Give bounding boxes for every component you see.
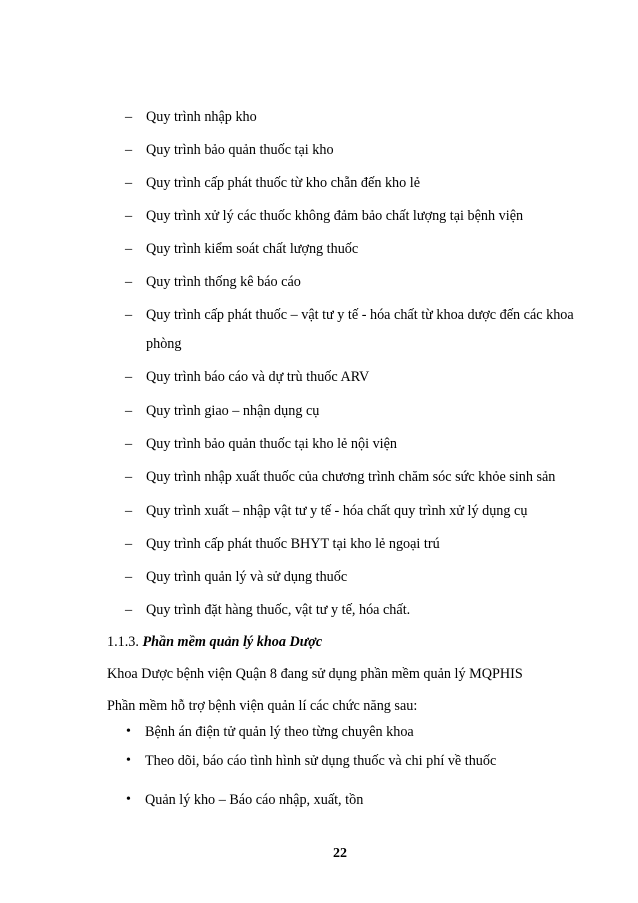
dash-marker: – (125, 208, 133, 224)
dash-marker: – (125, 436, 133, 452)
paragraph: Khoa Dược bệnh viện Quận 8 đang sử dụng phần mềm quản lý MQPHIS (107, 666, 523, 682)
procedure-item: Quy trình cấp phát thuốc BHYT tại kho lẻ ngoại trú (146, 536, 440, 552)
procedure-item: Quy trình đặt hàng thuốc, vật tư y tế, hóa chất. (146, 602, 411, 618)
section-heading (107, 633, 322, 651)
feature-item: Bệnh án điện tử quản lý theo từng chuyên khoa (145, 724, 414, 740)
feature-item: Theo dõi, báo cáo tình hình sử dụng thuốc và chi phí về thuốc (145, 753, 497, 769)
dash-marker: – (125, 307, 133, 323)
section-number: 1.1.3. (107, 634, 139, 650)
dash-marker: – (125, 369, 133, 385)
bullet-marker: • (126, 792, 131, 807)
bullet-marker: • (126, 724, 131, 739)
procedure-item: Quy trình nhập kho (146, 109, 257, 125)
dash-marker: – (125, 175, 133, 191)
paragraph: Phần mềm hỗ trợ bệnh viện quản lí các chức năng sau: (107, 698, 418, 714)
procedure-item: Quy trình cấp phát thuốc từ kho chẵn đến kho lẻ (146, 175, 421, 191)
dash-marker: – (125, 469, 133, 485)
dash-marker: – (125, 602, 133, 618)
procedure-item: Quy trình xuất – nhập vật tư y tế - hóa chất quy trình xử lý dụng cụ (146, 503, 528, 519)
procedure-item-continuation: phòng (146, 336, 182, 352)
dash-marker: – (125, 109, 133, 125)
procedure-item: Quy trình xử lý các thuốc không đảm bảo chất lượng tại bệnh viện (146, 208, 524, 224)
dash-marker: – (125, 403, 133, 419)
feature-item: Quản lý kho – Báo cáo nhập, xuất, tồn (145, 792, 364, 808)
dash-marker: – (125, 536, 133, 552)
procedure-item: Quy trình bảo quản thuốc tại kho lẻ nội viện (146, 436, 397, 452)
procedure-item: Quy trình bảo quản thuốc tại kho (146, 142, 334, 158)
procedure-item: Quy trình báo cáo và dự trù thuốc ARV (146, 369, 370, 385)
procedure-item: Quy trình cấp phát thuốc – vật tư y tế - hóa chất từ khoa dược đến các khoa (146, 307, 574, 323)
procedure-item: Quy trình kiểm soát chất lượng thuốc (146, 241, 359, 257)
procedure-item: Quy trình quản lý và sử dụng thuốc (146, 569, 348, 585)
dash-marker: – (125, 142, 133, 158)
page-number: 22 (333, 846, 347, 861)
dash-marker: – (125, 569, 133, 585)
procedure-item: Quy trình thống kê báo cáo (146, 274, 301, 290)
bullet-marker: • (126, 753, 131, 768)
procedure-item: Quy trình nhập xuất thuốc của chương trình chăm sóc sức khỏe sinh sản (146, 469, 556, 485)
dash-marker: – (125, 503, 133, 519)
dash-marker: – (125, 274, 133, 290)
section-title: Phần mềm quản lý khoa Dược (142, 634, 323, 650)
dash-marker: – (125, 241, 133, 257)
procedure-item: Quy trình giao – nhận dụng cụ (146, 403, 320, 419)
